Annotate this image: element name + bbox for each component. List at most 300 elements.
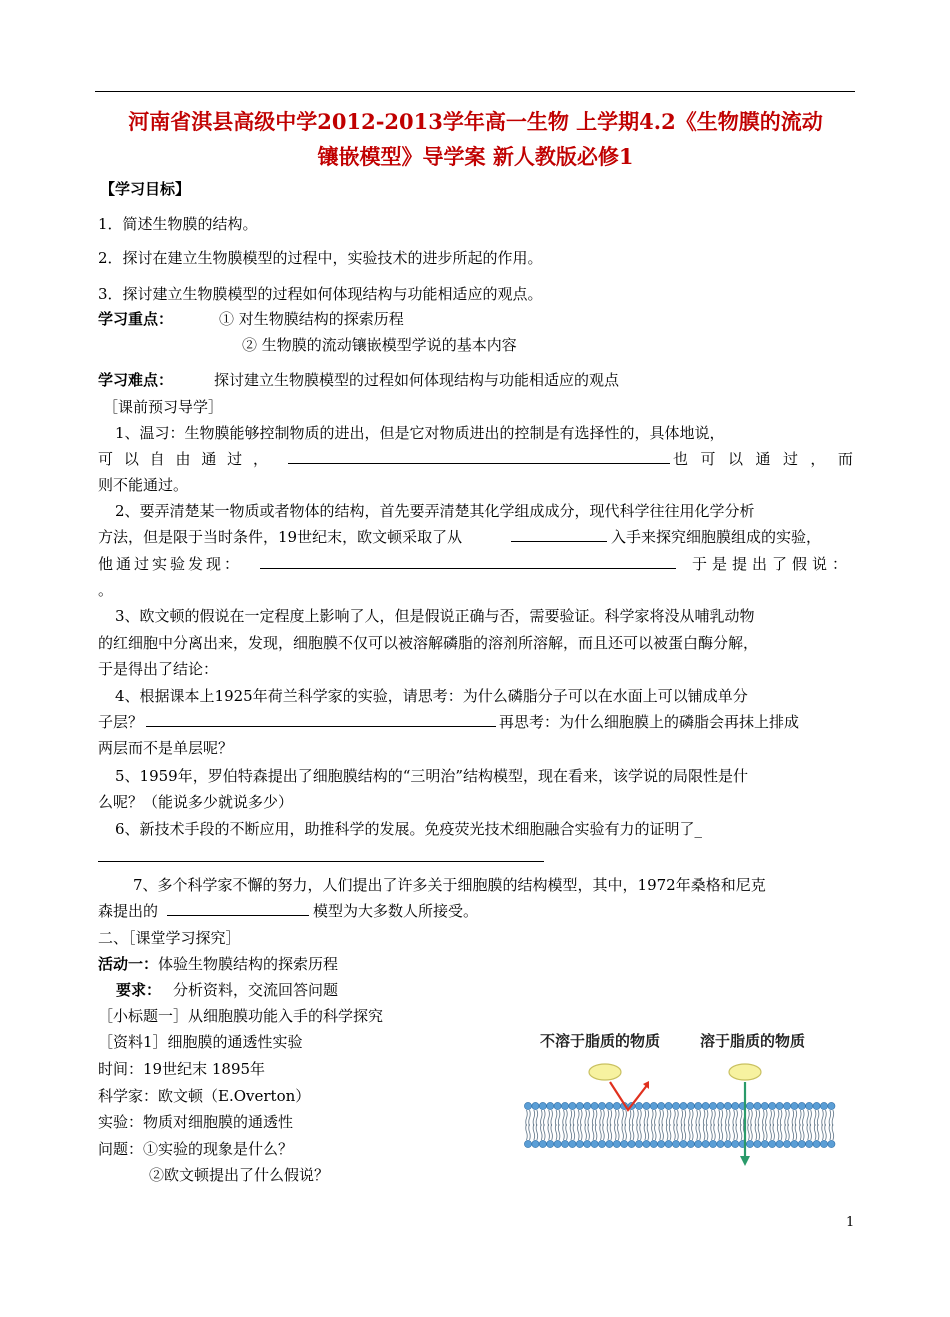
lipid-head <box>524 1140 531 1147</box>
lipid-tail <box>788 1110 790 1126</box>
lipid-head <box>724 1102 731 1109</box>
lipid-tail <box>755 1124 757 1140</box>
lipid-head <box>539 1140 546 1147</box>
lipid-tail <box>792 1124 794 1140</box>
lipid-tail <box>718 1110 720 1126</box>
lipid-head <box>761 1140 768 1147</box>
lipid-head <box>754 1140 761 1147</box>
lipid-head <box>724 1140 731 1147</box>
lipid-head <box>776 1102 783 1109</box>
lipid-tail <box>822 1124 824 1140</box>
lipid-head <box>746 1102 753 1109</box>
lipid-tail <box>773 1110 775 1126</box>
lipid-tail <box>581 1110 583 1126</box>
lipid-tail <box>566 1124 568 1140</box>
lipid-tail <box>718 1124 720 1140</box>
lipid-head <box>658 1102 665 1109</box>
spaced-char: 也 <box>673 450 689 468</box>
lipid-head <box>680 1102 687 1109</box>
lipid-tail <box>592 1124 594 1140</box>
lipid-tail <box>677 1110 679 1126</box>
lipid-head <box>687 1140 694 1147</box>
lipid-tail <box>652 1124 654 1140</box>
preview-heading: ［课前预习导学］ <box>103 398 224 416</box>
lipid-head <box>709 1140 716 1147</box>
question-1-end: 则不能通过。 <box>98 476 189 494</box>
lipid-tail <box>558 1124 560 1140</box>
lipid-tail <box>807 1110 809 1126</box>
lipid-head <box>576 1102 583 1109</box>
spaced-char: 自 <box>149 450 165 468</box>
lipid-head <box>524 1102 531 1109</box>
lipid-tail <box>766 1124 768 1140</box>
lipid-head <box>598 1102 605 1109</box>
question-item: ②欧文顿提出了什么假说？ <box>149 1166 330 1184</box>
lipid-tail <box>788 1124 790 1140</box>
lipid-tail <box>684 1110 686 1126</box>
objective-item: 1．简述生物膜的结构。 <box>98 215 258 233</box>
question-1-spaced-left <box>98 448 268 469</box>
question-4-text: 子层？ <box>98 713 144 731</box>
lipid-head <box>806 1102 813 1109</box>
lipid-head <box>635 1102 642 1109</box>
spaced-char: 通 <box>201 450 217 468</box>
lipid-tail <box>581 1124 583 1140</box>
lipid-head <box>665 1140 672 1147</box>
lipid-head <box>598 1140 605 1147</box>
lipid-tail <box>780 1124 782 1140</box>
lipid-tail <box>666 1110 668 1126</box>
lipid-tail <box>622 1110 624 1126</box>
lipid-head <box>820 1102 827 1109</box>
lipid-tail <box>541 1124 543 1140</box>
lipid-tail <box>600 1110 602 1126</box>
figure-label-insoluble: 不溶于脂质的物质 <box>540 1032 661 1050</box>
question-3-text: 的红细胞中分离出来，发现，细胞膜不仅可以被溶解磷脂的溶剂所溶解，而且还可以被蛋白酶分解， <box>98 634 759 652</box>
lipid-tail <box>592 1110 594 1126</box>
lipid-tail <box>655 1124 657 1140</box>
lipid-tail <box>733 1124 735 1140</box>
lipid-tail <box>647 1124 649 1140</box>
question-1-spaced-right <box>673 448 853 469</box>
lipid-tail <box>770 1124 772 1140</box>
requirement-text: 分析资料，交流回答问题 <box>173 981 339 999</box>
lipid-head <box>672 1102 679 1109</box>
question-5-text: 么呢？（能说多少就说多少） <box>98 793 294 811</box>
lipid-head <box>672 1140 679 1147</box>
lipid-head <box>798 1102 805 1109</box>
key-point-item: ② 生物膜的流动镶嵌模型学说的基本内容 <box>242 336 517 354</box>
lipid-tail <box>696 1124 698 1140</box>
lipid-tail <box>758 1110 760 1126</box>
question-2-text: 他通过实验发现： <box>98 555 243 573</box>
lipid-tail <box>533 1110 535 1126</box>
lipid-head <box>783 1102 790 1109</box>
question-2-text: 2、要弄清楚某一物质或者物体的结构，首先要弄清楚其化学组成成分，现代科学往往用化学分析 <box>115 502 755 520</box>
lipid-head <box>769 1102 776 1109</box>
header-rule <box>95 91 855 92</box>
question-5-text: 5、1959年，罗伯特森提出了细胞膜结构的“三明治”结构模型，现在看来，该学说的局限性是什 <box>115 767 749 785</box>
spaced-char: 过 <box>782 450 798 468</box>
lipid-tail <box>588 1110 590 1126</box>
lipid-tail <box>703 1124 705 1140</box>
lipid-tail <box>585 1110 587 1126</box>
lipid-head <box>650 1140 657 1147</box>
lipid-tail <box>748 1124 750 1140</box>
lipid-tail <box>681 1110 683 1126</box>
lipid-tail <box>807 1124 809 1140</box>
lipid-tail <box>603 1124 605 1140</box>
answer-blank-5[interactable] <box>98 847 544 862</box>
lipid-head <box>561 1140 568 1147</box>
lipid-head <box>695 1102 702 1109</box>
lipid-tail <box>529 1124 531 1140</box>
lipid-head <box>584 1140 591 1147</box>
lipid-head <box>547 1102 554 1109</box>
lipid-tail <box>740 1124 742 1140</box>
lipid-tail <box>615 1124 617 1140</box>
lipid-tail <box>674 1124 676 1140</box>
lipid-tail <box>548 1124 550 1140</box>
lipid-tail <box>555 1110 557 1126</box>
activity-text: 体验生物膜结构的探索历程 <box>158 955 339 973</box>
lipid-tail <box>607 1110 609 1126</box>
insoluble-molecule <box>589 1064 621 1080</box>
question-4-text: 两层而不是单层呢？ <box>98 739 234 757</box>
requirement-label: 要求： <box>116 981 162 999</box>
lipid-tail <box>763 1110 765 1126</box>
lipid-tail <box>803 1110 805 1126</box>
spaced-char: 通 <box>755 450 771 468</box>
lipid-tail <box>607 1124 609 1140</box>
lipid-head <box>717 1102 724 1109</box>
lipid-tail <box>817 1110 819 1126</box>
lipid-tails <box>526 1110 834 1140</box>
lipid-tail <box>763 1124 765 1140</box>
lipid-tail <box>711 1124 713 1140</box>
lipid-tail <box>662 1124 664 1140</box>
answer-blank-1[interactable] <box>288 449 670 464</box>
lipid-tail <box>662 1110 664 1126</box>
question-6-text: 6、新技术手段的不断应用，助推科学的发展。免疫荧光技术细胞融合实验有力的证明了_ <box>115 820 703 838</box>
lipid-tail <box>777 1124 779 1140</box>
lipid-head <box>628 1140 635 1147</box>
lipid-tail <box>659 1124 661 1140</box>
question-7-text: 7、多个科学家不懈的努力，人们提出了许多关于细胞膜的结构模型，其中，1972年桑格和尼克 <box>133 876 766 894</box>
lipid-head <box>569 1140 576 1147</box>
lipid-tail <box>595 1124 597 1140</box>
lipid-tail <box>551 1110 553 1126</box>
lipid-tail <box>637 1110 639 1126</box>
lipid-tail <box>681 1124 683 1140</box>
lipid-tail <box>610 1110 612 1126</box>
lipid-tail <box>622 1124 624 1140</box>
lipid-head <box>606 1102 613 1109</box>
question-1-text: 1、温习：生物膜能够控制物质的进出，但是它对物质进出的控制是有选择性的，具体地说， <box>115 424 725 442</box>
document-title-line1: 河南省淇县高级中学2012-2013学年高一生物 上学期4.2《生物膜的流动 <box>128 109 823 134</box>
lipid-head <box>569 1102 576 1109</box>
lipid-tail <box>729 1110 731 1126</box>
lipid-head <box>532 1140 539 1147</box>
lipid-head <box>798 1140 805 1147</box>
lipid-head <box>732 1102 739 1109</box>
question-2-end: 。 <box>98 581 114 599</box>
lipid-tail <box>578 1110 580 1126</box>
lipid-head <box>613 1102 620 1109</box>
lipid-head <box>643 1102 650 1109</box>
key-points-label: 学习重点： <box>98 310 174 328</box>
answer-blank-4[interactable] <box>146 712 496 727</box>
lipid-tail <box>526 1110 528 1126</box>
lipid-tail <box>780 1110 782 1126</box>
lipid-tail <box>711 1110 713 1126</box>
lipid-head <box>606 1140 613 1147</box>
lipid-head <box>621 1140 628 1147</box>
lipid-tail <box>733 1110 735 1126</box>
lipid-tail <box>714 1124 716 1140</box>
lipid-tail <box>629 1124 631 1140</box>
lipid-tail <box>817 1124 819 1140</box>
lipid-head <box>650 1102 657 1109</box>
lipid-head <box>561 1102 568 1109</box>
key-point-item: ① 对生物膜结构的探索历程 <box>219 310 404 328</box>
answer-blank-2[interactable] <box>511 527 607 542</box>
difficulty-text: 探讨建立生物膜模型的过程如何体现结构与功能相适应的观点 <box>214 371 620 389</box>
lipid-tail <box>692 1110 694 1126</box>
lipid-tail <box>795 1110 797 1126</box>
page-number: 1 <box>846 1215 855 1230</box>
lipid-tail <box>566 1110 568 1126</box>
lipid-tail <box>751 1124 753 1140</box>
lipid-tail <box>563 1110 565 1126</box>
lipid-tail <box>618 1110 620 1126</box>
lipid-tail <box>637 1124 639 1140</box>
objectives-heading: 【学习目标】 <box>100 180 191 198</box>
lipid-head <box>554 1140 561 1147</box>
lipid-tail <box>659 1110 661 1126</box>
lipid-tail <box>810 1124 812 1140</box>
lipid-tail <box>714 1110 716 1126</box>
lipid-tail <box>573 1110 575 1126</box>
lipid-tail <box>629 1110 631 1126</box>
lipid-tail <box>748 1110 750 1126</box>
lipid-tail <box>736 1124 738 1140</box>
lipid-tail <box>822 1110 824 1126</box>
lipid-tail <box>736 1110 738 1126</box>
lipid-tail <box>692 1124 694 1140</box>
lipid-tail <box>740 1110 742 1126</box>
lipid-head <box>584 1102 591 1109</box>
soluble-molecule <box>729 1064 761 1080</box>
lipid-head <box>643 1140 650 1147</box>
lipid-tail <box>684 1124 686 1140</box>
lipid-tail <box>729 1124 731 1140</box>
lipid-tail <box>689 1110 691 1126</box>
question-2-text: 方法，但是限于当时条件，19世纪末，欧文顿采取了从 <box>98 528 463 546</box>
lipid-tail <box>563 1124 565 1140</box>
lipid-head <box>769 1140 776 1147</box>
lipid-head <box>613 1140 620 1147</box>
lipid-tail <box>640 1110 642 1126</box>
lipid-tail <box>615 1110 617 1126</box>
lipid-head <box>717 1140 724 1147</box>
lipid-tail <box>548 1110 550 1126</box>
lipid-head <box>746 1140 753 1147</box>
lipid-head <box>828 1140 835 1147</box>
lipid-head <box>687 1102 694 1109</box>
lipid-tail <box>600 1124 602 1140</box>
spaced-char: 以 <box>123 450 139 468</box>
lipid-tail <box>770 1110 772 1126</box>
lipid-head <box>813 1102 820 1109</box>
lipid-tail <box>689 1124 691 1140</box>
question-7-text: 森提出的 <box>98 902 159 920</box>
lipid-tail <box>544 1124 546 1140</box>
lipid-head <box>554 1102 561 1109</box>
lipid-tail <box>814 1110 816 1126</box>
lipid-head <box>591 1140 598 1147</box>
lipid-head <box>576 1140 583 1147</box>
lipid-head <box>665 1102 672 1109</box>
material-experiment: 实验：物质对细胞膜的通透性 <box>98 1113 294 1131</box>
lipid-tail <box>644 1124 646 1140</box>
document-title-line2: 镶嵌模型》导学案 新人教版必修1 <box>317 144 634 169</box>
lipid-tail <box>677 1124 679 1140</box>
lipid-tail <box>632 1124 634 1140</box>
lipid-tail <box>644 1110 646 1126</box>
lipid-tail <box>666 1124 668 1140</box>
lipid-tail <box>703 1110 705 1126</box>
question-3-text: 于是得出了结论： <box>98 660 219 678</box>
lipid-tail <box>696 1110 698 1126</box>
lipid-tail <box>829 1110 831 1126</box>
answer-blank-6[interactable] <box>167 901 309 916</box>
lipid-tail <box>758 1124 760 1140</box>
objective-item: 2．探讨在建立生物膜模型的过程中，实验技术的进步所起的作用。 <box>98 249 543 267</box>
pass-through-arrowhead <box>740 1156 750 1166</box>
lipid-tail <box>777 1110 779 1126</box>
lipid-tail <box>544 1110 546 1126</box>
lipid-tail <box>810 1110 812 1126</box>
lipid-tail <box>551 1124 553 1140</box>
lipid-tail <box>536 1124 538 1140</box>
lipid-tail <box>578 1124 580 1140</box>
lipid-head <box>635 1140 642 1147</box>
lipid-tail <box>766 1110 768 1126</box>
lipid-head <box>695 1140 702 1147</box>
lipid-tail <box>755 1110 757 1126</box>
lipid-tail <box>825 1124 827 1140</box>
lipid-tail <box>803 1124 805 1140</box>
question-3-text: 3、欧文顿的假说在一定程度上影响了人，但是假说正确与否，需要验证。科学家将没从哺乳动物 <box>115 607 755 625</box>
lipid-head <box>776 1140 783 1147</box>
lipid-tail <box>832 1110 834 1126</box>
lipid-head <box>591 1102 598 1109</box>
lipid-tail <box>699 1124 701 1140</box>
lipid-head <box>806 1140 813 1147</box>
lipid-tail <box>603 1110 605 1126</box>
lipid-tail <box>829 1124 831 1140</box>
lipid-tail <box>699 1110 701 1126</box>
lipid-tail <box>585 1124 587 1140</box>
question-4-text: 再思考：为什么细胞膜上的磷脂会再抹上排成 <box>499 713 800 731</box>
question-7-text: 模型为大多数人所接受。 <box>313 902 479 920</box>
lipid-tail <box>570 1124 572 1140</box>
spaced-char: 以 <box>727 450 743 468</box>
lipid-head <box>702 1140 709 1147</box>
material-scientist: 科学家：欧文顿（E.Overton） <box>98 1087 311 1105</box>
material-1-title: ［资料1］细胞膜的通透性实验 <box>98 1033 303 1051</box>
answer-blank-3[interactable] <box>260 554 676 569</box>
lipid-tail <box>588 1124 590 1140</box>
lipid-tail <box>773 1124 775 1140</box>
lipid-head <box>702 1102 709 1109</box>
lipid-tail <box>669 1124 671 1140</box>
lipid-tail <box>573 1124 575 1140</box>
material-time: 时间：19世纪末 1895年 <box>98 1060 266 1078</box>
spaced-char: 可 <box>98 450 114 468</box>
lipid-tail <box>726 1124 728 1140</box>
lipid-tail <box>555 1124 557 1140</box>
spaced-char: ， <box>252 450 268 468</box>
lipid-tail <box>800 1110 802 1126</box>
objective-item: 3．探讨建立生物膜模型的过程如何体现结构与功能相适应的观点。 <box>98 285 543 303</box>
lipid-tail <box>625 1110 627 1126</box>
difficulty-label: 学习难点： <box>98 371 174 389</box>
lipid-head <box>732 1140 739 1147</box>
figure-label-soluble: 溶于脂质的物质 <box>700 1032 806 1050</box>
lipid-head <box>532 1102 539 1109</box>
lipid-head <box>547 1140 554 1147</box>
spaced-char: ， <box>810 450 826 468</box>
lipid-tail <box>655 1110 657 1126</box>
lipid-tail <box>726 1110 728 1126</box>
lipid-tail <box>610 1124 612 1140</box>
lipid-tail <box>785 1110 787 1126</box>
lipid-tail <box>669 1110 671 1126</box>
lipid-head <box>813 1140 820 1147</box>
lipid-head <box>680 1140 687 1147</box>
lipid-tail <box>570 1110 572 1126</box>
question-2-text: 入手来探究细胞膜组成的实验， <box>611 528 822 546</box>
lipid-tail <box>674 1110 676 1126</box>
question-item: 问题：①实验的现象是什么？ <box>98 1140 294 1158</box>
question-2-text: 于是提出了假说： <box>692 555 853 573</box>
lipid-head <box>828 1102 835 1109</box>
lipid-tail <box>533 1124 535 1140</box>
lipid-head <box>820 1140 827 1147</box>
membrane-diagram <box>522 1050 844 1172</box>
lipid-tail <box>529 1110 531 1126</box>
lipid-tail <box>706 1110 708 1126</box>
lipid-head <box>791 1140 798 1147</box>
lipid-tail <box>706 1124 708 1140</box>
lipid-tail <box>814 1124 816 1140</box>
lipid-tail <box>618 1124 620 1140</box>
lipid-head <box>539 1102 546 1109</box>
lipid-head <box>761 1102 768 1109</box>
lipid-head <box>709 1102 716 1109</box>
spaced-char: 过 <box>227 450 243 468</box>
lipid-tail <box>800 1124 802 1140</box>
lipid-head <box>791 1102 798 1109</box>
subtitle-1: ［小标题一］从细胞膜功能入手的科学探究 <box>98 1007 384 1025</box>
lipid-tail <box>632 1110 634 1126</box>
lipid-tail <box>541 1110 543 1126</box>
question-4-text: 4、根据课本上1925年荷兰科学家的实验，请思考：为什么磷脂分子可以在水面上可以铺成单分 <box>115 687 748 705</box>
lipid-tail <box>595 1110 597 1126</box>
spaced-char: 而 <box>837 450 853 468</box>
